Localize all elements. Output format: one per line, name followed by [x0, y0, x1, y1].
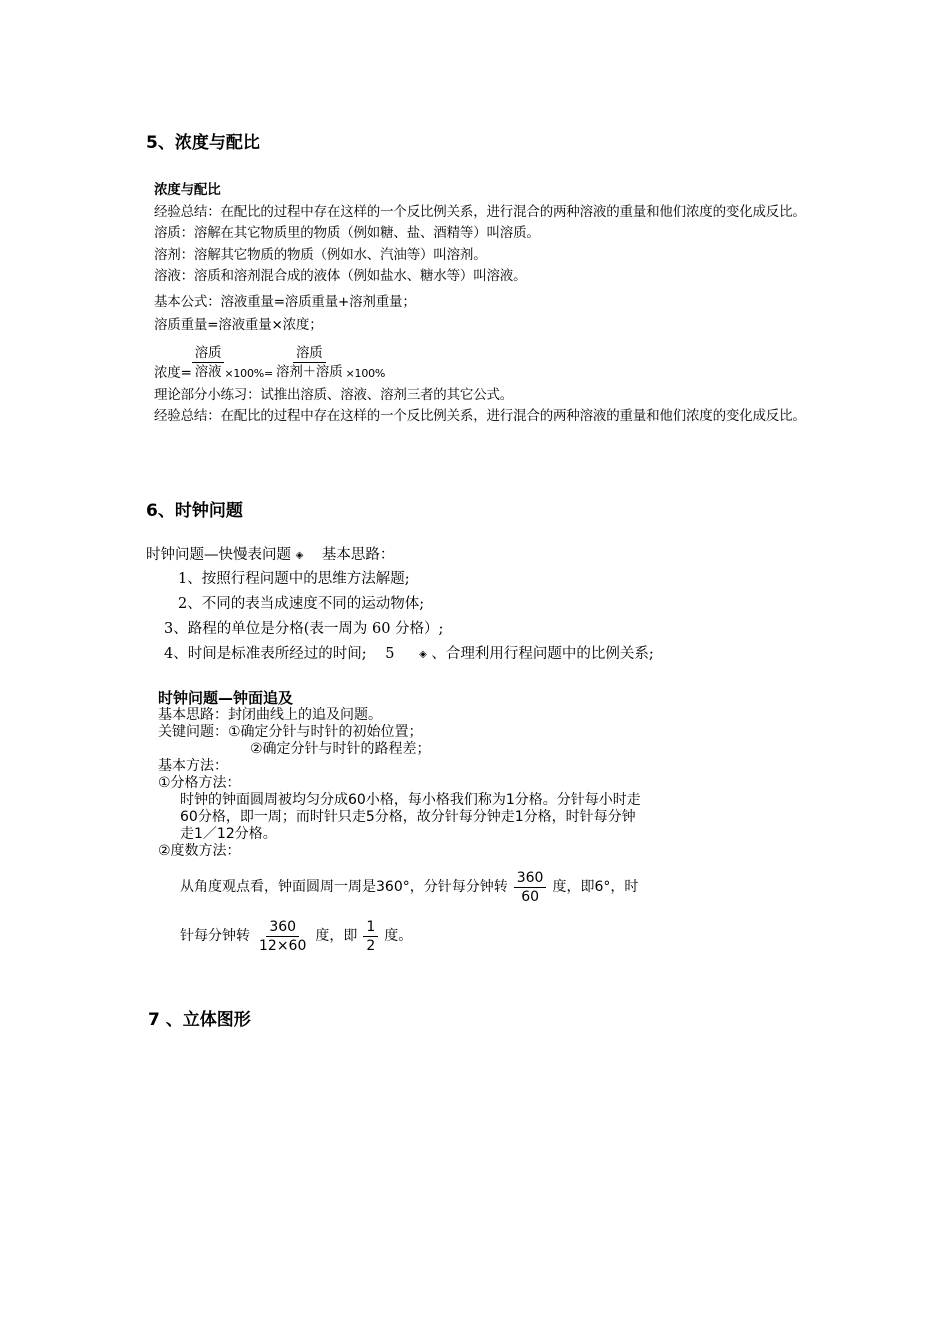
clock-degree-text: 度。	[384, 927, 413, 944]
clock-degree-text: 度，即	[315, 927, 358, 944]
clock-point-tail: 、合理利用行程问题中的比例关系;	[431, 646, 654, 662]
clock-point	[164, 642, 654, 663]
concentration-line: 经验总结：在配比的过程中存在这样的一个反比例关系，进行混合的两种溶液的重量和他们浓度的变化成反比。	[154, 408, 806, 424]
clock-intro-title: 时钟问题—快慢表问题	[146, 547, 291, 563]
formula-multiplier: ×100%	[345, 367, 386, 380]
clock-degree-text: 从角度观点看，钟面圆周一周是360°，分针每分钟转	[180, 878, 508, 895]
clock-box-line: 基本思路：封闭曲线上的追及问题。	[158, 707, 382, 723]
concentration-line: 溶液：溶质和溶剂混合成的液体（例如盐水、糖水等）叫溶液。	[154, 268, 527, 284]
concentration-line: 溶剂：溶解其它物质的物质（例如水、汽油等）叫溶剂。	[154, 246, 487, 263]
fraction-numerator: 360	[514, 869, 547, 888]
concentration-line: 溶质重量=溶液重量×浓度；	[154, 317, 323, 333]
degree-fraction	[514, 869, 547, 906]
clock-box-line: 关键问题：①确定分针与时针的初始位置；	[158, 724, 423, 740]
clock-box-line: ①分格方法：	[158, 775, 241, 791]
section5-heading: 5、浓度与配比	[146, 133, 260, 153]
fraction-denominator: 溶剂＋溶质	[276, 363, 343, 380]
fraction-denominator: 60	[521, 888, 540, 905]
concentration-line: 溶质：溶解在其它物质里的物质（例如糖、盐、酒精等）叫溶质。	[154, 225, 540, 241]
degree-fraction	[256, 918, 309, 955]
concentration-line: 经验总结：在配比的过程中存在这样的一个反比例关系，进行混合的两种溶液的重量和他们浓度的变化成反比。	[154, 203, 806, 220]
clock-box-line: 走1／12分格。	[180, 826, 277, 842]
clock-chase-box	[158, 690, 641, 960]
concentration-formula	[154, 339, 806, 385]
fraction-denominator: 2	[366, 937, 376, 954]
clock-point-text: 4、时间是标准表所经过的时间;	[164, 646, 367, 662]
clock-box-line: 时钟的钟面圆周被均匀分成60小格，每小格我们称为1分格。分针每小时走	[180, 792, 641, 808]
clock-box-line: ②确定分针与时针的路程差；	[250, 741, 431, 757]
clock-intro-approach: 基本思路：	[321, 547, 395, 563]
clock-box-title: 时钟问题—钟面追及	[158, 689, 294, 707]
fraction-numerator: 溶质	[293, 344, 326, 363]
concentration-box-title: 浓度与配比	[154, 182, 221, 198]
concentration-box	[154, 180, 806, 428]
formula-label: 浓度=	[154, 365, 192, 381]
clock-point-number: 5	[385, 646, 395, 662]
clock-intro	[146, 543, 394, 564]
formula-fraction	[273, 344, 346, 381]
clock-box-line: ②度数方法：	[158, 843, 241, 859]
fraction-numerator: 1	[363, 918, 378, 937]
bullet-icon: ◈	[419, 648, 427, 660]
clock-point: 3、路程的单位是分格(表一周为 60 分格）;	[164, 621, 444, 637]
fraction-numerator: 溶质	[192, 344, 225, 363]
clock-point: 2、不同的表当成速度不同的运动物体;	[178, 596, 425, 612]
concentration-line: 理论部分小练习：试推出溶质、溶液、溶剂三者的其它公式。	[154, 386, 514, 403]
clock-box-line: 基本方法：	[158, 758, 228, 774]
fraction-denominator: 溶液	[194, 363, 222, 380]
fraction-denominator: 12×60	[259, 937, 307, 954]
clock-box-line: 60分格，即一周；而时针只走5分格，故分针每分钟走1分格，时针每分钟	[180, 809, 636, 825]
concentration-line: 基本公式：溶液重量=溶质重量+溶剂重量；	[154, 293, 416, 310]
clock-degree-line	[158, 912, 641, 960]
clock-degree-text: 针每分钟转	[180, 927, 250, 944]
clock-point: 1、按照行程问题中的思维方法解题;	[178, 571, 410, 587]
degree-fraction	[363, 918, 378, 955]
section7-heading: 7 、立体图形	[148, 1010, 251, 1030]
section6-heading: 6、时钟问题	[146, 501, 243, 521]
bullet-icon: ◈	[295, 549, 304, 561]
clock-degree-text: 度，即6°，时	[552, 878, 639, 895]
fraction-numerator: 360	[266, 918, 299, 937]
formula-fraction	[192, 344, 225, 381]
formula-multiplier: ×100%=	[224, 367, 274, 380]
clock-degree-line	[158, 866, 641, 908]
